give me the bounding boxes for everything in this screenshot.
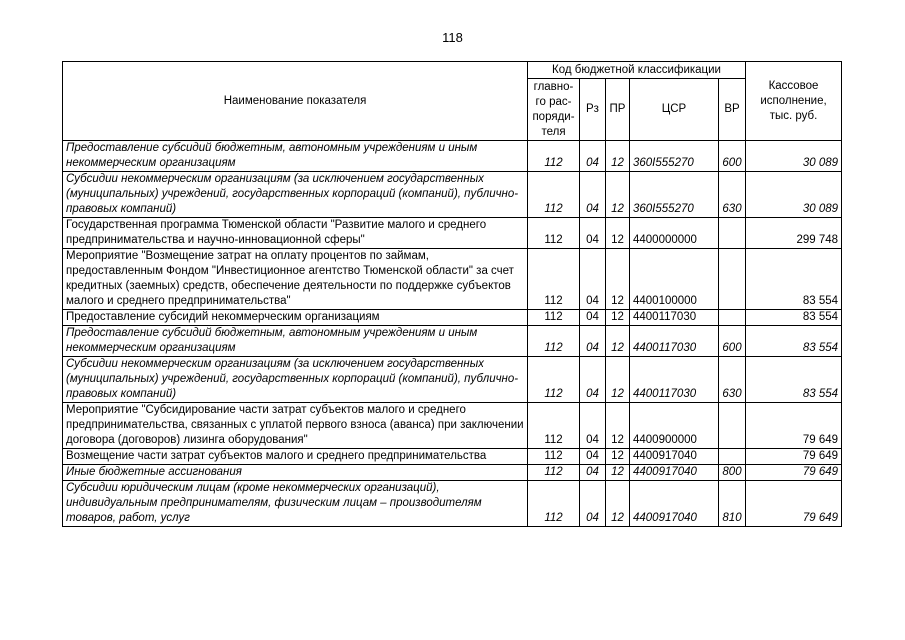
row-rz: 04: [580, 449, 606, 465]
row-vr: [719, 310, 746, 326]
table-row: [63, 249, 842, 310]
table-row: [63, 172, 842, 218]
row-amount: 83 554: [746, 310, 842, 326]
row-vr: 600: [719, 326, 746, 357]
header-budget-code: Код бюджетной классификации: [528, 62, 746, 79]
row-rz: 04: [580, 403, 606, 449]
row-grbs: 112: [528, 449, 580, 465]
row-csr: 4400100000: [630, 249, 719, 310]
row-name: Возмещение части затрат субъектов малого и среднего предпринимательства: [63, 449, 528, 465]
row-csr: 360I555270: [630, 172, 719, 218]
row-name: Субсидии некоммерческим организациям (за исключением государственных (муниципальных) учреждений, государственных корпораций (компаний), публично-правовых компаний): [63, 357, 528, 403]
row-pr: 12: [606, 172, 630, 218]
row-pr: 12: [606, 326, 630, 357]
row-grbs: 112: [528, 141, 580, 172]
row-grbs: 112: [528, 172, 580, 218]
row-pr: 12: [606, 403, 630, 449]
row-vr: 630: [719, 172, 746, 218]
row-amount: 79 649: [746, 465, 842, 481]
row-csr: 4400117030: [630, 357, 719, 403]
header-grbs: главно- го рас- поряди- теля: [528, 79, 580, 141]
table-row: [63, 449, 842, 465]
row-vr: 600: [719, 141, 746, 172]
row-name: Мероприятие "Субсидирование части затрат субъектов малого и среднего предпринимательства, связанных с уплатой первого взноса (аванса) при заключении договора (договоров) лизинга оборудования": [63, 403, 528, 449]
row-grbs: 112: [528, 481, 580, 527]
table-row: [63, 403, 842, 449]
row-rz: 04: [580, 326, 606, 357]
row-vr: [719, 449, 746, 465]
row-amount: 299 748: [746, 218, 842, 249]
table-row: [63, 357, 842, 403]
row-amount: 83 554: [746, 357, 842, 403]
row-pr: 12: [606, 357, 630, 403]
row-grbs: 112: [528, 357, 580, 403]
row-rz: 04: [580, 172, 606, 218]
row-rz: 04: [580, 465, 606, 481]
row-rz: 04: [580, 249, 606, 310]
row-csr: 4400117030: [630, 326, 719, 357]
row-grbs: 112: [528, 403, 580, 449]
row-vr: [719, 218, 746, 249]
table-row: [63, 481, 842, 527]
row-amount: 79 649: [746, 449, 842, 465]
row-amount: 83 554: [746, 249, 842, 310]
row-pr: 12: [606, 449, 630, 465]
row-name: Субсидии некоммерческим организациям (за исключением государственных (муниципальных) учреждений, государственных корпораций (компаний), публично-правовых компаний): [63, 172, 528, 218]
row-csr: 4400000000: [630, 218, 719, 249]
row-name: Субсидии юридическим лицам (кроме некоммерческих организаций), индивидуальным предпринимателям, физическим лицам – производителям товаров, работ, услуг: [63, 481, 528, 527]
row-csr: 360I555270: [630, 141, 719, 172]
row-vr: [719, 403, 746, 449]
header-amount: Кассовое исполнение, тыс. руб.: [746, 62, 842, 141]
budget-table: [62, 61, 842, 527]
row-grbs: 112: [528, 465, 580, 481]
header-vr: ВР: [719, 79, 746, 141]
row-amount: 30 089: [746, 141, 842, 172]
row-name: Иные бюджетные ассигнования: [63, 465, 528, 481]
row-csr: 4400917040: [630, 481, 719, 527]
header-name: Наименование показателя: [63, 62, 528, 141]
header-rz: Рз: [580, 79, 606, 141]
row-csr: 4400117030: [630, 310, 719, 326]
row-pr: 12: [606, 481, 630, 527]
row-rz: 04: [580, 218, 606, 249]
row-pr: 12: [606, 249, 630, 310]
row-name: Предоставление субсидий некоммерческим организациям: [63, 310, 528, 326]
table-body: [63, 141, 842, 527]
row-pr: 12: [606, 218, 630, 249]
row-vr: [719, 249, 746, 310]
row-name: Предоставление субсидий бюджетным, автономным учреждениям и иным некоммерческим организациям: [63, 141, 528, 172]
row-csr: 4400900000: [630, 403, 719, 449]
table-row: [63, 141, 842, 172]
row-name: Государственная программа Тюменской области "Развитие малого и среднего предпринимательства и научно-инновационной сферы": [63, 218, 528, 249]
row-vr: 630: [719, 357, 746, 403]
row-vr: 810: [719, 481, 746, 527]
table-row: [63, 465, 842, 481]
row-pr: 12: [606, 141, 630, 172]
row-amount: 79 649: [746, 403, 842, 449]
row-amount: 79 649: [746, 481, 842, 527]
row-rz: 04: [580, 141, 606, 172]
row-amount: 30 089: [746, 172, 842, 218]
table-row: [63, 218, 842, 249]
row-name: Предоставление субсидий бюджетным, автономным учреждениям и иным некоммерческим организациям: [63, 326, 528, 357]
page-number: 118: [442, 30, 463, 45]
row-amount: 83 554: [746, 326, 842, 357]
row-grbs: 112: [528, 326, 580, 357]
row-grbs: 112: [528, 218, 580, 249]
header-csr: ЦСР: [630, 79, 719, 141]
row-pr: 12: [606, 310, 630, 326]
row-vr: 800: [719, 465, 746, 481]
header-pr: ПР: [606, 79, 630, 141]
row-rz: 04: [580, 310, 606, 326]
row-grbs: 112: [528, 310, 580, 326]
row-grbs: 112: [528, 249, 580, 310]
row-csr: 4400917040: [630, 465, 719, 481]
table-row: [63, 310, 842, 326]
row-rz: 04: [580, 481, 606, 527]
row-rz: 04: [580, 357, 606, 403]
row-pr: 12: [606, 465, 630, 481]
row-name: Мероприятие "Возмещение затрат на оплату процентов по займам, предоставленным Фондом "Инвестиционное агентство Тюменской области" за счет кредитных (заемных) средств, обеспечение деятельности по поддержке субъектов малого и среднего предпринимательства": [63, 249, 528, 310]
table-row: [63, 326, 842, 357]
row-csr: 4400917040: [630, 449, 719, 465]
